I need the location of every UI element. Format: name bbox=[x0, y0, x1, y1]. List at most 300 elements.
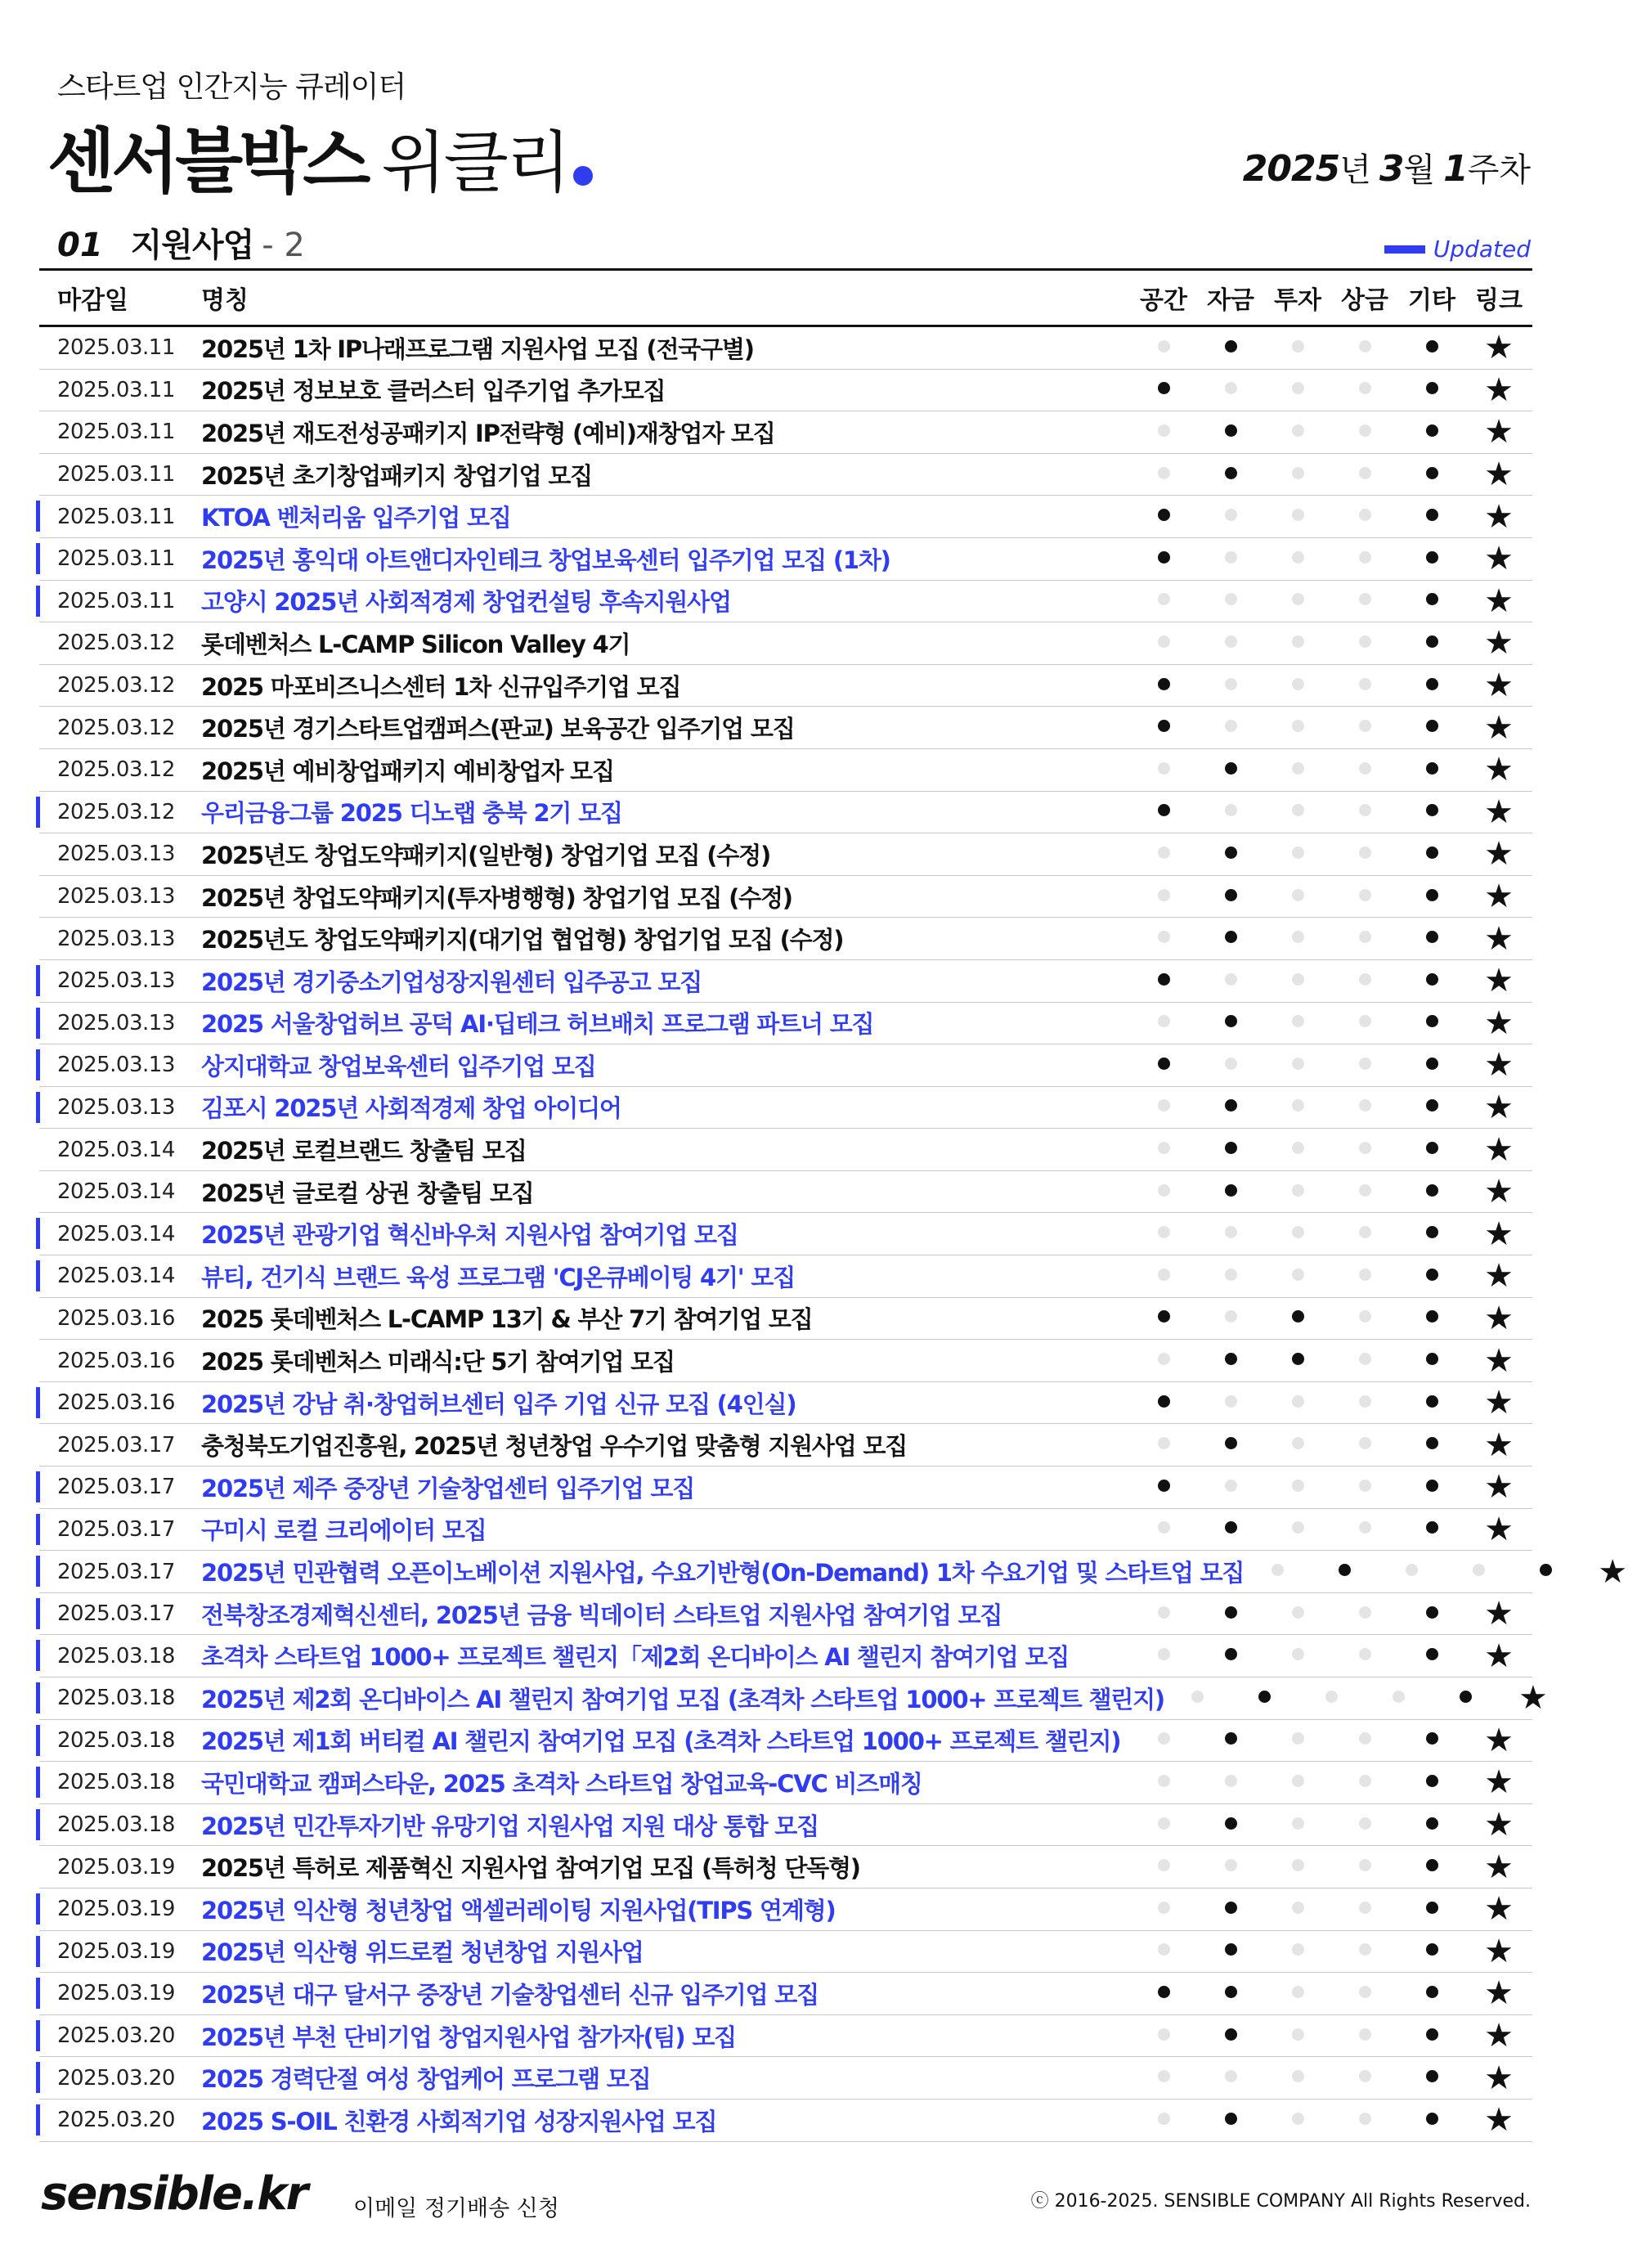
row-space-cell bbox=[1130, 1310, 1197, 1326]
row-deadline: 2025.03.14 bbox=[57, 1179, 175, 1205]
row-fund-cell bbox=[1197, 1058, 1264, 1073]
dot-prize-off-icon bbox=[1359, 467, 1371, 479]
table-row bbox=[39, 749, 1532, 792]
row-prize-cell bbox=[1331, 1606, 1398, 1622]
dot-fund-on-icon bbox=[1225, 1015, 1237, 1027]
row-fund-cell bbox=[1197, 931, 1264, 946]
star-icon[interactable]: ★ bbox=[1484, 1637, 1514, 1675]
star-icon[interactable]: ★ bbox=[1484, 1088, 1514, 1126]
dot-etc-on-icon bbox=[1426, 1310, 1438, 1323]
dot-etc-on-icon bbox=[1540, 1564, 1552, 1576]
row-program-name: 2025 롯데벤처스 미래식:단 5기 참여기업 모집 bbox=[201, 1348, 675, 1377]
dot-prize-off-icon bbox=[1359, 1902, 1371, 1914]
row-deadline: 2025.03.13 bbox=[57, 1010, 175, 1035]
row-space-cell bbox=[1130, 340, 1197, 356]
row-program-name: 2025년 경기중소기업성장지원센터 입주공고 모집 bbox=[201, 968, 702, 996]
dot-invest-off-icon bbox=[1292, 1395, 1304, 1408]
dot-invest-off-icon bbox=[1292, 1986, 1304, 1998]
row-deadline: 2025.03.13 bbox=[57, 1053, 175, 1078]
table-row bbox=[39, 1298, 1532, 1341]
issue-week-unit: 주차 bbox=[1467, 151, 1531, 189]
table-row bbox=[39, 1340, 1532, 1382]
dot-fund-on-icon bbox=[1225, 889, 1237, 901]
updated-marker bbox=[36, 1049, 40, 1080]
row-prize-cell bbox=[1331, 1184, 1398, 1200]
row-program-name: 충청북도기업진흥원, 2025년 청년창업 우수기업 맞춤형 지원사업 모집 bbox=[201, 1432, 908, 1461]
dot-space-off-icon bbox=[1191, 1691, 1204, 1703]
table-row bbox=[39, 1973, 1532, 2015]
dot-space-on-icon bbox=[1158, 1058, 1170, 1070]
row-link-cell bbox=[1579, 1552, 1646, 1591]
table-row bbox=[39, 1087, 1532, 1130]
row-etc-cell bbox=[1398, 1986, 1465, 2001]
row-link-cell bbox=[1465, 1848, 1532, 1886]
star-icon[interactable]: ★ bbox=[1484, 919, 1514, 958]
updated-marker bbox=[36, 1008, 40, 1039]
dot-prize-off-icon bbox=[1359, 1395, 1371, 1408]
row-link-cell bbox=[1465, 878, 1532, 916]
dot-fund-on-icon bbox=[1225, 1184, 1237, 1197]
row-deadline: 2025.03.17 bbox=[57, 1559, 175, 1584]
row-space-cell bbox=[1130, 1395, 1197, 1411]
dot-invest-off-icon bbox=[1292, 551, 1304, 564]
star-icon[interactable]: ★ bbox=[1484, 582, 1514, 620]
row-prize-cell bbox=[1331, 1480, 1398, 1495]
dot-fund-on-icon bbox=[1225, 1437, 1237, 1449]
updated-marker bbox=[36, 1809, 40, 1840]
row-prize-cell bbox=[1331, 1395, 1398, 1411]
dot-invest-off-icon bbox=[1292, 2070, 1304, 2082]
dot-space-on-icon bbox=[1158, 1310, 1170, 1323]
star-icon[interactable]: ★ bbox=[1484, 1721, 1514, 1759]
dot-space-on-icon bbox=[1158, 678, 1170, 690]
updated-legend-swatch bbox=[1384, 245, 1425, 254]
row-program-name: 2025년도 창업도약패키지(일반형) 창업기업 모집 (수정) bbox=[201, 841, 770, 869]
brand-dot-icon bbox=[573, 166, 593, 186]
dot-fund-off-icon bbox=[1225, 509, 1237, 521]
star-icon[interactable]: ★ bbox=[1484, 878, 1514, 916]
row-deadline: 2025.03.18 bbox=[57, 1812, 175, 1838]
row-etc-cell bbox=[1398, 720, 1465, 735]
star-icon[interactable]: ★ bbox=[1484, 2017, 1514, 2055]
row-space-cell bbox=[1130, 1859, 1197, 1875]
dot-prize-off-icon bbox=[1359, 424, 1371, 437]
star-icon[interactable]: ★ bbox=[1484, 1173, 1514, 1211]
star-icon[interactable]: ★ bbox=[1484, 1974, 1514, 2013]
row-link-cell bbox=[1465, 1046, 1532, 1085]
dot-space-on-icon bbox=[1158, 509, 1170, 521]
star-icon[interactable]: ★ bbox=[1484, 1595, 1514, 1633]
row-deadline: 2025.03.17 bbox=[57, 1601, 175, 1627]
dot-fund-on-icon bbox=[1225, 1986, 1237, 1998]
row-etc-cell bbox=[1398, 889, 1465, 905]
row-deadline: 2025.03.19 bbox=[57, 1938, 175, 1964]
row-fund-cell bbox=[1197, 1269, 1264, 1284]
dot-etc-on-icon bbox=[1426, 467, 1438, 479]
dot-invest-off-icon bbox=[1292, 1480, 1304, 1492]
updated-legend-label: Updated bbox=[1433, 236, 1531, 263]
row-link-cell bbox=[1500, 1679, 1567, 1718]
row-deadline: 2025.03.12 bbox=[57, 631, 175, 656]
dot-invest-off-icon bbox=[1292, 1099, 1304, 1112]
row-etc-cell bbox=[1398, 1859, 1465, 1875]
dot-fund-on-icon bbox=[1225, 762, 1237, 775]
star-icon[interactable]: ★ bbox=[1484, 371, 1514, 409]
dot-invest-off-icon bbox=[1292, 889, 1304, 901]
row-link-cell bbox=[1465, 582, 1532, 620]
row-etc-cell bbox=[1398, 2113, 1465, 2128]
dot-invest-off-icon bbox=[1406, 1564, 1418, 1576]
program-table bbox=[39, 268, 1628, 2142]
dot-space-off-icon bbox=[1158, 1099, 1170, 1112]
dot-fund-on-icon bbox=[1225, 1648, 1237, 1660]
row-prize-cell bbox=[1331, 635, 1398, 651]
dot-etc-on-icon bbox=[1426, 1142, 1438, 1154]
row-program-name: 2025 마포비즈니스센터 1차 신규입주기업 모집 bbox=[201, 672, 681, 701]
table-row bbox=[39, 2100, 1532, 2142]
row-etc-cell bbox=[1398, 1817, 1465, 1833]
row-space-cell bbox=[1130, 804, 1197, 820]
row-deadline: 2025.03.17 bbox=[57, 1516, 175, 1542]
dot-fund-on-icon bbox=[1225, 467, 1237, 479]
row-invest-cell bbox=[1264, 635, 1331, 651]
row-prize-cell bbox=[1331, 551, 1398, 567]
dot-invest-off-icon bbox=[1292, 1521, 1304, 1534]
col-deadline: 마감일 bbox=[57, 286, 128, 315]
star-icon[interactable]: ★ bbox=[1484, 2101, 1514, 2140]
row-deadline: 2025.03.13 bbox=[57, 842, 175, 867]
dot-fund-off-icon bbox=[1225, 382, 1237, 394]
dot-etc-on-icon bbox=[1426, 889, 1438, 901]
star-icon[interactable]: ★ bbox=[1484, 2059, 1514, 2097]
row-invest-cell bbox=[1264, 1142, 1331, 1157]
row-invest-cell bbox=[1264, 1817, 1331, 1833]
dot-prize-off-icon bbox=[1359, 382, 1371, 394]
star-icon[interactable]: ★ bbox=[1484, 1932, 1514, 1970]
table-row bbox=[39, 411, 1532, 454]
row-space-cell bbox=[1130, 551, 1197, 567]
row-etc-cell bbox=[1398, 1480, 1465, 1495]
dot-etc-on-icon bbox=[1426, 1902, 1438, 1914]
dot-etc-on-icon bbox=[1426, 1184, 1438, 1197]
row-space-cell bbox=[1130, 1184, 1197, 1200]
dot-space-on-icon bbox=[1158, 1986, 1170, 1998]
row-invest-cell bbox=[1264, 2070, 1331, 2086]
star-icon[interactable]: ★ bbox=[1484, 1384, 1514, 1422]
row-prize-cell bbox=[1331, 424, 1398, 440]
row-program-name: 2025년 특허로 제품혁신 지원사업 참여기업 모집 (특허청 단독형) bbox=[201, 1854, 860, 1883]
updated-marker bbox=[36, 1682, 40, 1713]
row-prize-cell bbox=[1331, 1943, 1398, 1959]
dot-etc-on-icon bbox=[1426, 973, 1438, 986]
updated-marker bbox=[36, 2020, 40, 2051]
row-invest-cell bbox=[1264, 593, 1331, 609]
star-icon[interactable]: ★ bbox=[1484, 1510, 1514, 1548]
dot-prize-off-icon bbox=[1359, 2028, 1371, 2041]
dot-invest-off-icon bbox=[1292, 973, 1304, 986]
dot-etc-on-icon bbox=[1426, 1648, 1438, 1660]
issue-week bbox=[1243, 144, 1531, 191]
row-prize-cell bbox=[1331, 1648, 1398, 1664]
dot-prize-off-icon bbox=[1359, 847, 1371, 859]
dot-space-off-icon bbox=[1158, 1226, 1170, 1238]
star-icon[interactable]: ★ bbox=[1484, 835, 1514, 874]
updated-marker bbox=[36, 965, 40, 996]
star-icon[interactable]: ★ bbox=[1484, 793, 1514, 831]
dot-invest-off-icon bbox=[1292, 720, 1304, 732]
star-icon[interactable]: ★ bbox=[1484, 1426, 1514, 1464]
dot-fund-off-icon bbox=[1225, 1269, 1237, 1281]
star-icon[interactable]: ★ bbox=[1484, 1806, 1514, 1844]
star-icon[interactable]: ★ bbox=[1484, 624, 1514, 662]
dot-etc-on-icon bbox=[1426, 551, 1438, 564]
star-icon[interactable]: ★ bbox=[1484, 1848, 1514, 1886]
row-space-cell bbox=[1130, 847, 1197, 862]
footer-logo[interactable]: sensible.kr bbox=[41, 2167, 307, 2221]
row-link-cell bbox=[1465, 1173, 1532, 1211]
table-row bbox=[39, 454, 1532, 496]
dot-fund-off-icon bbox=[1225, 551, 1237, 564]
dot-prize-off-icon bbox=[1359, 1817, 1371, 1830]
table-row bbox=[39, 1931, 1532, 1974]
star-icon[interactable]: ★ bbox=[1518, 1679, 1548, 1718]
table-row bbox=[39, 1509, 1532, 1552]
row-space-cell bbox=[1130, 467, 1197, 483]
star-icon[interactable]: ★ bbox=[1484, 1341, 1514, 1380]
row-prize-cell bbox=[1331, 1353, 1398, 1368]
dot-prize-off-icon bbox=[1359, 804, 1371, 816]
row-program-name: 뷰티, 건기식 브랜드 육성 프로그램 'CJ온큐베이팅 4기' 모집 bbox=[201, 1263, 796, 1291]
dot-etc-on-icon bbox=[1426, 2113, 1438, 2125]
dot-prize-off-icon bbox=[1359, 973, 1371, 986]
dot-prize-off-icon bbox=[1359, 1015, 1371, 1027]
dot-space-off-icon bbox=[1158, 1648, 1170, 1660]
dot-fund-off-icon bbox=[1225, 1395, 1237, 1408]
star-icon[interactable]: ★ bbox=[1484, 1215, 1514, 1253]
dot-prize-off-icon bbox=[1359, 551, 1371, 564]
row-program-name: 2025년 익산형 청년창업 액셀러레이팅 지원사업(TIPS 연계형) bbox=[201, 1896, 836, 1924]
row-fund-cell bbox=[1197, 1099, 1264, 1115]
dot-fund-on-icon bbox=[1225, 1732, 1237, 1745]
star-icon[interactable]: ★ bbox=[1484, 667, 1514, 705]
row-link-cell bbox=[1465, 962, 1532, 1000]
row-space-cell bbox=[1130, 1142, 1197, 1157]
dot-invest-off-icon bbox=[1292, 1943, 1304, 1956]
issue-year: 2025 bbox=[1242, 148, 1340, 190]
col-name: 명칭 bbox=[201, 286, 249, 315]
dot-space-off-icon bbox=[1158, 1015, 1170, 1027]
row-space-cell bbox=[1130, 1606, 1197, 1622]
row-etc-cell bbox=[1398, 678, 1465, 694]
brand-title bbox=[47, 105, 593, 206]
star-icon[interactable]: ★ bbox=[1484, 456, 1514, 494]
star-icon[interactable]: ★ bbox=[1484, 962, 1514, 1000]
row-link-cell bbox=[1465, 1763, 1532, 1802]
dot-prize-off-icon bbox=[1359, 1184, 1371, 1197]
dot-prize-off-icon bbox=[1359, 1521, 1371, 1534]
row-program-name: 2025년 제1회 버티컬 AI 챌린지 참여기업 모집 (초격차 스타트업 1000+ 프로젝트 챌린지) bbox=[201, 1727, 1121, 1756]
dot-fund-off-icon bbox=[1225, 1859, 1237, 1871]
star-icon[interactable]: ★ bbox=[1484, 413, 1514, 451]
row-program-name: 초격차 스타트업 1000+ 프로젝트 챌린지「제2회 온디바이스 AI 챌린지 참여기업 모집 bbox=[201, 1643, 1070, 1672]
row-link-cell bbox=[1465, 1215, 1532, 1253]
row-link-cell bbox=[1465, 1890, 1532, 1929]
row-prize-cell bbox=[1331, 1732, 1398, 1748]
row-invest-cell bbox=[1264, 1226, 1331, 1242]
star-icon[interactable]: ★ bbox=[1484, 1257, 1514, 1296]
row-deadline: 2025.03.14 bbox=[57, 1137, 175, 1162]
dot-invest-off-icon bbox=[1292, 424, 1304, 437]
star-icon[interactable]: ★ bbox=[1484, 708, 1514, 747]
row-link-cell bbox=[1465, 1130, 1532, 1169]
table-body bbox=[39, 327, 1628, 2142]
star-icon[interactable]: ★ bbox=[1484, 497, 1514, 536]
dot-prize-off-icon bbox=[1359, 635, 1371, 648]
updated-legend bbox=[1384, 236, 1531, 263]
dot-prize-off-icon bbox=[1359, 1353, 1371, 1365]
row-deadline: 2025.03.20 bbox=[57, 2023, 175, 2049]
row-link-cell bbox=[1465, 1974, 1532, 2013]
row-space-cell bbox=[1130, 2070, 1197, 2086]
row-link-cell bbox=[1465, 1721, 1532, 1759]
dot-etc-on-icon bbox=[1426, 1437, 1438, 1449]
star-icon[interactable]: ★ bbox=[1484, 329, 1514, 367]
row-etc-cell bbox=[1398, 2028, 1465, 2044]
row-link-cell bbox=[1465, 456, 1532, 494]
dot-invest-off-icon bbox=[1292, 1142, 1304, 1154]
row-program-name: 2025년 부천 단비기업 창업지원사업 참가자(팀) 모집 bbox=[201, 2023, 736, 2051]
row-invest-cell bbox=[1264, 762, 1331, 778]
row-etc-cell bbox=[1398, 551, 1465, 567]
star-icon[interactable]: ★ bbox=[1484, 751, 1514, 789]
row-program-name: 2025년 관광기업 혁신바우처 지원사업 참여기업 모집 bbox=[201, 1221, 738, 1250]
row-fund-cell bbox=[1231, 1691, 1298, 1706]
row-invest-cell bbox=[1264, 1395, 1331, 1411]
row-prize-cell bbox=[1331, 2028, 1398, 2044]
table-row bbox=[39, 1424, 1532, 1466]
dot-invest-off-icon bbox=[1292, 1817, 1304, 1830]
row-space-cell bbox=[1164, 1691, 1231, 1706]
dot-prize-off-icon bbox=[1359, 1099, 1371, 1112]
table-row bbox=[39, 2015, 1532, 2058]
dot-etc-on-icon bbox=[1426, 593, 1438, 605]
row-prize-cell bbox=[1331, 2113, 1398, 2128]
row-prize-cell bbox=[1331, 1015, 1398, 1031]
dot-space-off-icon bbox=[1158, 2070, 1170, 2082]
row-prize-cell bbox=[1331, 2070, 1398, 2086]
dot-etc-on-icon bbox=[1426, 1395, 1438, 1408]
row-link-cell bbox=[1465, 667, 1532, 705]
dot-space-on-icon bbox=[1158, 720, 1170, 732]
star-icon[interactable]: ★ bbox=[1484, 1004, 1514, 1042]
row-prize-cell bbox=[1331, 1310, 1398, 1326]
row-link-cell bbox=[1465, 2059, 1532, 2097]
dot-invest-off-icon bbox=[1292, 1437, 1304, 1449]
dot-space-off-icon bbox=[1272, 1564, 1284, 1576]
email-subscribe-link[interactable]: 이메일 정기배송 신청 bbox=[353, 2196, 559, 2221]
dot-fund-on-icon bbox=[1225, 2113, 1237, 2125]
dot-prize-off-icon bbox=[1359, 889, 1371, 901]
dot-invest-off-icon bbox=[1292, 382, 1304, 394]
row-program-name: 2025년 로컬브랜드 창출팀 모집 bbox=[201, 1137, 527, 1165]
row-deadline: 2025.03.12 bbox=[57, 757, 175, 783]
star-icon[interactable]: ★ bbox=[1484, 1130, 1514, 1169]
row-deadline: 2025.03.13 bbox=[57, 1094, 175, 1120]
row-deadline: 2025.03.17 bbox=[57, 1432, 175, 1457]
row-program-name: KTOA 벤처리움 입주기업 모집 bbox=[201, 504, 511, 532]
row-space-cell bbox=[1130, 1015, 1197, 1031]
row-space-cell bbox=[1130, 2028, 1197, 2044]
row-invest-cell bbox=[1264, 804, 1331, 820]
row-program-name: 2025년 초기창업패키지 창업기업 모집 bbox=[201, 461, 592, 490]
dot-prize-off-icon bbox=[1359, 593, 1371, 605]
row-invest-cell bbox=[1264, 1099, 1331, 1115]
row-invest-cell bbox=[1264, 1310, 1331, 1326]
row-deadline: 2025.03.20 bbox=[57, 2108, 175, 2133]
row-etc-cell bbox=[1398, 1058, 1465, 1073]
star-icon[interactable]: ★ bbox=[1484, 1890, 1514, 1929]
dot-etc-on-icon bbox=[1426, 2070, 1438, 2082]
row-link-cell bbox=[1465, 1088, 1532, 1126]
dot-fund-on-icon bbox=[1225, 1902, 1237, 1914]
row-deadline: 2025.03.13 bbox=[57, 926, 175, 951]
row-fund-cell bbox=[1197, 720, 1264, 735]
star-icon[interactable]: ★ bbox=[1484, 1299, 1514, 1337]
row-program-name: 2025년 홍익대 아트앤디자인테크 창업보육센터 입주기업 모집 (1차) bbox=[201, 546, 890, 574]
star-icon[interactable]: ★ bbox=[1484, 540, 1514, 578]
star-icon[interactable]: ★ bbox=[1484, 1046, 1514, 1085]
table-row bbox=[39, 1635, 1532, 1677]
row-program-name: 김포시 2025년 사회적경제 창업 아이디어 bbox=[201, 1094, 621, 1123]
row-link-cell bbox=[1465, 329, 1532, 367]
dot-fund-off-icon bbox=[1225, 720, 1237, 732]
dot-space-off-icon bbox=[1158, 424, 1170, 437]
row-space-cell bbox=[1130, 678, 1197, 694]
dot-space-on-icon bbox=[1158, 551, 1170, 564]
star-icon[interactable]: ★ bbox=[1484, 1763, 1514, 1802]
row-program-name: 2025 경력단절 여성 창업케어 프로그램 모집 bbox=[201, 2065, 651, 2094]
dot-prize-off-icon bbox=[1359, 509, 1371, 521]
dot-invest-off-icon bbox=[1292, 1058, 1304, 1070]
dot-prize-off-icon bbox=[1359, 1986, 1371, 1998]
row-link-cell bbox=[1465, 1468, 1532, 1507]
table-row bbox=[39, 833, 1532, 876]
row-invest-cell bbox=[1264, 889, 1331, 905]
row-program-name: 2025년 정보보호 클러스터 입주기업 추가모집 bbox=[201, 377, 666, 406]
table-row bbox=[39, 370, 1532, 412]
dot-space-off-icon bbox=[1158, 2113, 1170, 2125]
row-deadline: 2025.03.17 bbox=[57, 1475, 175, 1500]
row-link-cell bbox=[1465, 1806, 1532, 1844]
star-icon[interactable]: ★ bbox=[1598, 1552, 1628, 1591]
dot-prize-off-icon bbox=[1359, 720, 1371, 732]
star-icon[interactable]: ★ bbox=[1484, 1468, 1514, 1507]
dot-etc-on-icon bbox=[1426, 1269, 1438, 1281]
table-row bbox=[39, 1551, 1628, 1593]
row-fund-cell bbox=[1197, 635, 1264, 651]
row-prize-cell bbox=[1331, 720, 1398, 735]
row-invest-cell bbox=[1264, 1015, 1331, 1031]
dot-space-off-icon bbox=[1158, 889, 1170, 901]
table-row bbox=[39, 1762, 1532, 1804]
row-program-name: 전북창조경제혁신센터, 2025년 금융 빅데이터 스타트업 지원사업 참여기업 모집 bbox=[201, 1601, 1002, 1629]
row-deadline: 2025.03.12 bbox=[57, 673, 175, 698]
row-fund-cell bbox=[1197, 973, 1264, 989]
row-fund-cell bbox=[1197, 2113, 1264, 2128]
row-etc-cell bbox=[1398, 804, 1465, 820]
row-invest-cell bbox=[1264, 1943, 1331, 1959]
dot-etc-on-icon bbox=[1426, 1058, 1438, 1070]
